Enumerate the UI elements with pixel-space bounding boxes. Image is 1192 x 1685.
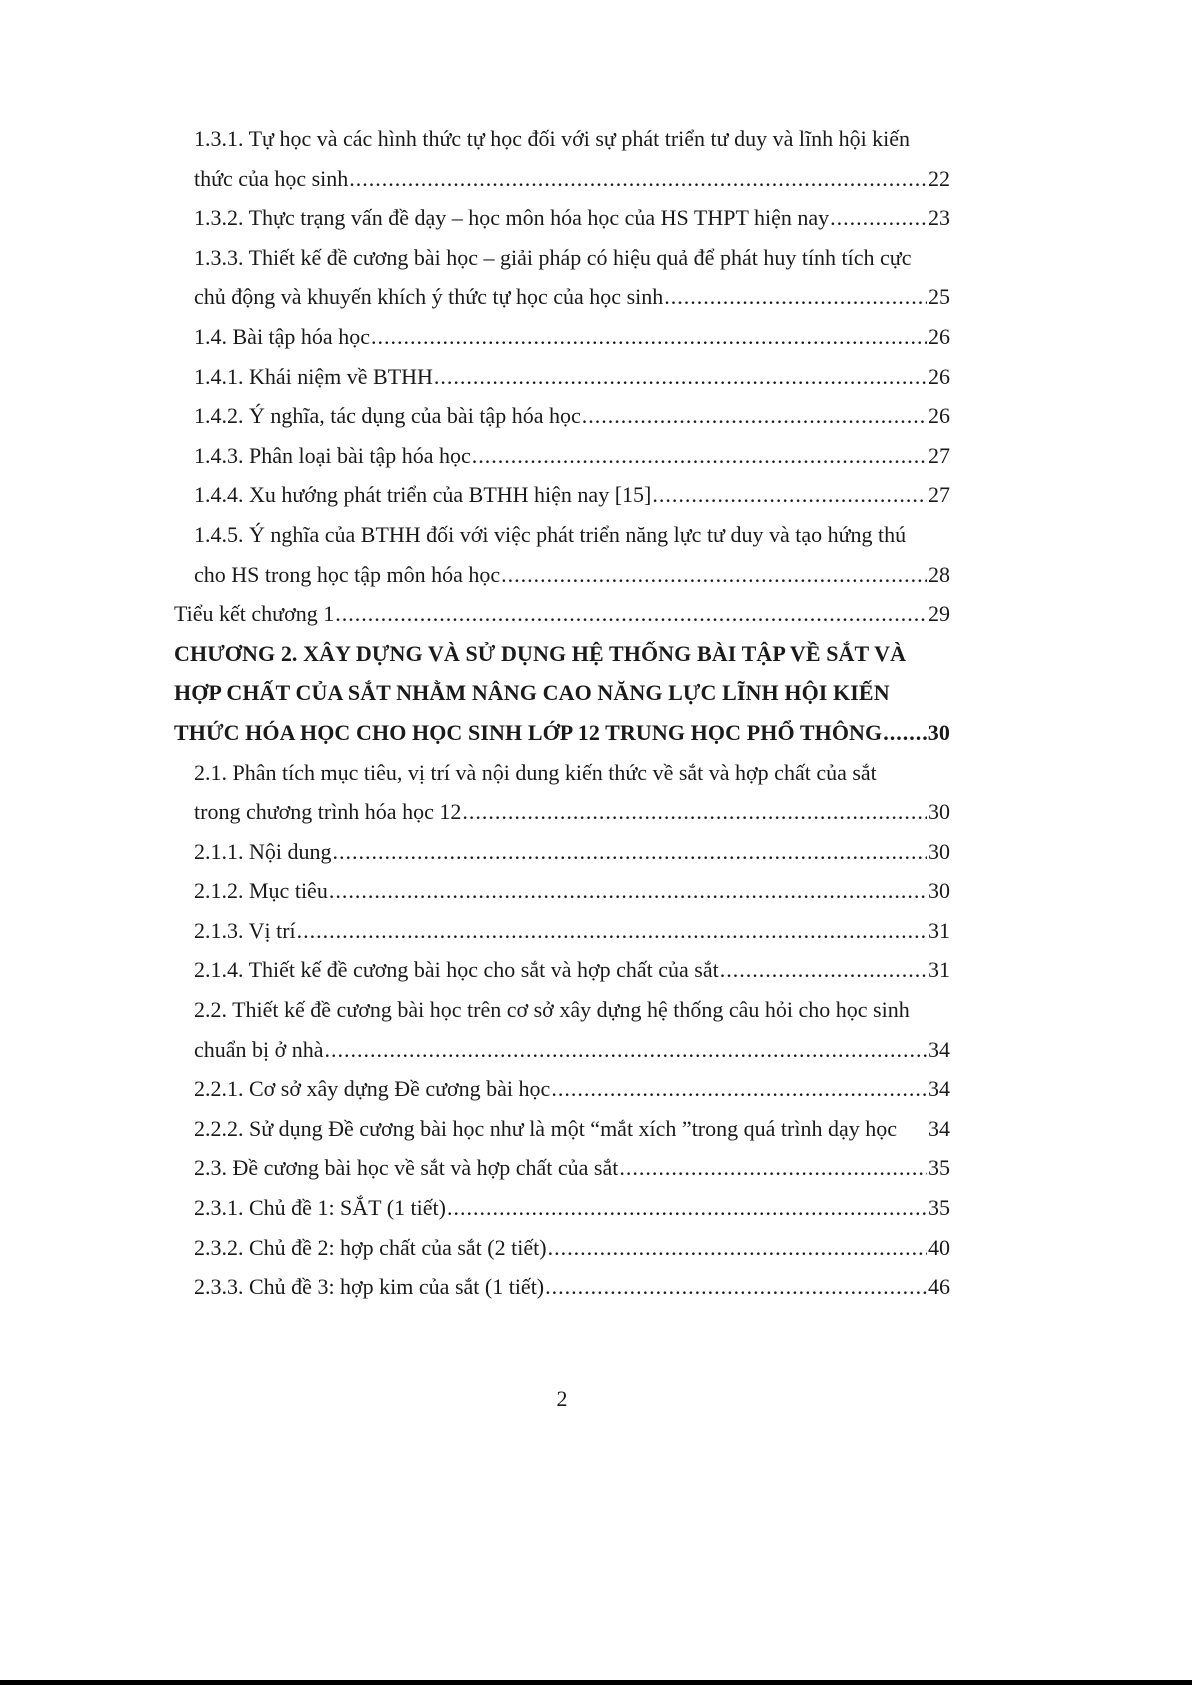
toc-entry-line: 1.3.3. Thiết kế đề cương bài học – giải pháp có hiệu quả để phát huy tính tích cực	[194, 244, 912, 270]
toc-dot-leader	[883, 713, 927, 753]
toc-entry-last-line	[194, 475, 950, 515]
toc-entry-title: 2.2.2. Sử dụng Đề cương bài học như là một “mắt xích ”trong quá trình dạy học	[194, 1115, 897, 1141]
toc-entry[interactable]	[174, 871, 950, 911]
toc-page-number: 26	[928, 323, 950, 349]
toc-entry-last-line	[174, 594, 950, 634]
toc-entry-last-line	[194, 277, 950, 317]
toc-entry[interactable]	[174, 396, 950, 436]
toc-entry-title: 2.1.2. Mục tiêu	[194, 878, 328, 904]
toc-entry-last-line	[194, 950, 950, 990]
toc-entry-title: 2.3. Đề cương bài học về sắt và hợp chất của sắt	[194, 1155, 619, 1181]
toc-page-number: 40	[928, 1234, 950, 1260]
toc-entry-last-line	[194, 1228, 950, 1268]
toc-entry-line: 2.1. Phân tích mục tiêu, vị trí và nội dung kiến thức về sắt và hợp chất của sắt	[194, 759, 877, 785]
toc-entry-title: chủ động và khuyến khích ý thức tự học của học sinh	[194, 284, 664, 310]
toc-entry[interactable]	[174, 357, 950, 397]
toc-page-number: 30	[927, 719, 950, 745]
toc-entry-title: 1.4.3. Phân loại bài tập hóa học	[194, 442, 471, 468]
toc-entry[interactable]	[174, 832, 950, 872]
toc-page-number: 35	[928, 1155, 950, 1181]
table-of-contents	[174, 119, 950, 1307]
toc-dot-leader	[325, 1030, 927, 1070]
toc-entry[interactable]	[174, 119, 950, 198]
toc-entry[interactable]	[174, 1267, 950, 1307]
toc-entry-title: thức của học sinh	[194, 165, 349, 191]
toc-page-number: 25	[928, 284, 950, 310]
toc-entry-title: 2.1.4. Thiết kế đề cương bài học cho sắt và hợp chất của sắt	[194, 957, 719, 983]
toc-page-number: 30	[928, 878, 950, 904]
toc-entry-title: THỨC HÓA HỌC CHO HỌC SINH LỚP 12 TRUNG HỌC PHỔ THÔNG	[174, 719, 883, 745]
toc-entry[interactable]	[174, 634, 950, 753]
toc-entry-last-line	[194, 159, 950, 199]
toc-entry-last-line	[194, 1069, 950, 1109]
toc-entry-title: 2.3.1. Chủ đề 1: SẮT (1 tiết)	[194, 1195, 446, 1221]
toc-entry[interactable]	[174, 1109, 950, 1149]
toc-entry-title: 2.1.1. Nội dung	[194, 838, 332, 864]
toc-entry-last-line	[194, 1109, 950, 1149]
toc-dot-leader	[720, 950, 927, 990]
toc-entry-last-line	[194, 911, 950, 951]
toc-entry[interactable]	[174, 238, 950, 317]
toc-page-number: 35	[928, 1195, 950, 1221]
toc-dot-leader	[329, 871, 927, 911]
toc-entry[interactable]	[174, 515, 950, 594]
toc-entry-title: 2.3.3. Chủ đề 3: hợp kim của sắt (1 tiết)	[194, 1274, 545, 1300]
toc-entry-line: HỢP CHẤT CỦA SẮT NHẰM NÂNG CAO NĂNG LỰC LĨNH HỘI KIẾN	[174, 680, 890, 706]
toc-entry-last-line	[194, 317, 950, 357]
toc-entry-title: 1.4. Bài tập hóa học	[194, 323, 370, 349]
toc-page-number: 34	[928, 1115, 950, 1141]
toc-dot-leader	[297, 911, 927, 951]
toc-entry[interactable]	[174, 594, 950, 634]
toc-entry-title: 1.3.2. Thực trạng vấn đề dạy – học môn hóa học của HS THPT hiện nay	[194, 205, 830, 231]
toc-page-number: 31	[928, 917, 950, 943]
toc-entry[interactable]	[174, 1188, 950, 1228]
toc-entry-title: chuẩn bị ở nhà	[194, 1036, 324, 1062]
toc-entry-last-line	[174, 713, 950, 753]
toc-dot-leader	[664, 277, 927, 317]
toc-entry-title: 2.3.2. Chủ đề 2: hợp chất của sắt (2 tiết)	[194, 1234, 547, 1260]
toc-entry[interactable]	[174, 753, 950, 832]
toc-page-number: 31	[928, 957, 950, 983]
toc-entry-title: trong chương trình hóa học 12	[194, 799, 462, 825]
toc-entry-last-line	[194, 871, 950, 911]
toc-entry-line: 1.4.5. Ý nghĩa của BTHH đối với việc phát triển năng lực tư duy và tạo hứng thú	[194, 521, 907, 547]
toc-dot-leader	[619, 1148, 927, 1188]
toc-entry[interactable]	[174, 1228, 950, 1268]
toc-entry[interactable]	[174, 950, 950, 990]
toc-dot-leader	[333, 832, 928, 872]
toc-entry[interactable]	[174, 198, 950, 238]
toc-entry-last-line	[194, 1030, 950, 1070]
toc-entry-line: 2.2. Thiết kế đề cương bài học trên cơ sở xây dựng hệ thống câu hỏi cho học sinh	[194, 997, 910, 1023]
page-bottom-edge	[0, 1680, 1192, 1685]
toc-page-number: 29	[928, 601, 950, 627]
toc-dot-leader	[349, 159, 927, 199]
toc-page-number: 30	[928, 838, 950, 864]
toc-dot-leader	[462, 792, 927, 832]
toc-entry[interactable]	[174, 436, 950, 476]
toc-entry[interactable]	[174, 1069, 950, 1109]
toc-dot-leader	[434, 357, 927, 397]
toc-page-number: 28	[928, 561, 950, 587]
toc-entry-last-line	[194, 1188, 950, 1228]
toc-page-number: 26	[928, 363, 950, 389]
toc-entry-last-line	[194, 792, 950, 832]
toc-entry-title: cho HS trong học tập môn hóa học	[194, 561, 501, 587]
toc-entry-last-line	[194, 436, 950, 476]
toc-entry[interactable]	[174, 475, 950, 515]
toc-page-number: 27	[928, 442, 950, 468]
toc-dot-leader	[548, 1228, 927, 1268]
toc-entry-title: 1.4.2. Ý nghĩa, tác dụng của bài tập hóa học	[194, 403, 581, 429]
toc-entry-last-line	[194, 832, 950, 872]
toc-page-number: 34	[928, 1076, 950, 1102]
toc-entry[interactable]	[174, 1148, 950, 1188]
toc-dot-leader	[371, 317, 927, 357]
toc-page-number: 23	[928, 205, 950, 231]
toc-page-number: 46	[928, 1274, 950, 1300]
toc-entry-title: 1.4.4. Xu hướng phát triển của BTHH hiện nay [15]	[194, 482, 652, 508]
toc-dot-leader	[551, 1069, 927, 1109]
toc-entry-title: Tiểu kết chương 1	[174, 601, 335, 627]
toc-dot-leader	[545, 1267, 927, 1307]
toc-page-number: 30	[928, 799, 950, 825]
toc-page-number: 34	[928, 1036, 950, 1062]
toc-page-number: 27	[928, 482, 950, 508]
toc-entry[interactable]	[174, 911, 950, 951]
toc-entry-last-line	[194, 555, 950, 595]
toc-page-number: 22	[928, 165, 950, 191]
toc-dot-leader	[830, 198, 927, 238]
toc-entry-title: 2.1.3. Vị trí	[194, 917, 296, 943]
toc-dot-leader	[582, 396, 927, 436]
toc-entry-last-line	[194, 396, 950, 436]
toc-entry[interactable]	[174, 317, 950, 357]
toc-page-number: 26	[928, 403, 950, 429]
toc-dot-leader	[472, 436, 927, 476]
toc-dot-leader	[335, 594, 927, 634]
toc-entry-last-line	[194, 1148, 950, 1188]
toc-entry-line: 1.3.1. Tự học và các hình thức tự học đối với sự phát triển tư duy và lĩnh hội kiến	[194, 126, 911, 151]
toc-dot-leader	[447, 1188, 927, 1228]
toc-entry-line: CHƯƠNG 2. XÂY DỰNG VÀ SỬ DỤNG HỆ THỐNG BÀI TẬP VỀ SẮT VÀ	[174, 640, 907, 666]
toc-entry-title: 1.4.1. Khái niệm về BTHH	[194, 363, 433, 389]
toc-entry-last-line	[194, 198, 950, 238]
toc-dot-leader	[652, 475, 927, 515]
toc-entry[interactable]	[174, 990, 950, 1069]
toc-entry-last-line	[194, 1267, 950, 1307]
toc-entry-last-line	[194, 357, 950, 397]
toc-dot-leader	[501, 555, 927, 595]
toc-entry-title: 2.2.1. Cơ sở xây dựng Đề cương bài học	[194, 1076, 551, 1102]
page-number: 2	[556, 1386, 568, 1411]
